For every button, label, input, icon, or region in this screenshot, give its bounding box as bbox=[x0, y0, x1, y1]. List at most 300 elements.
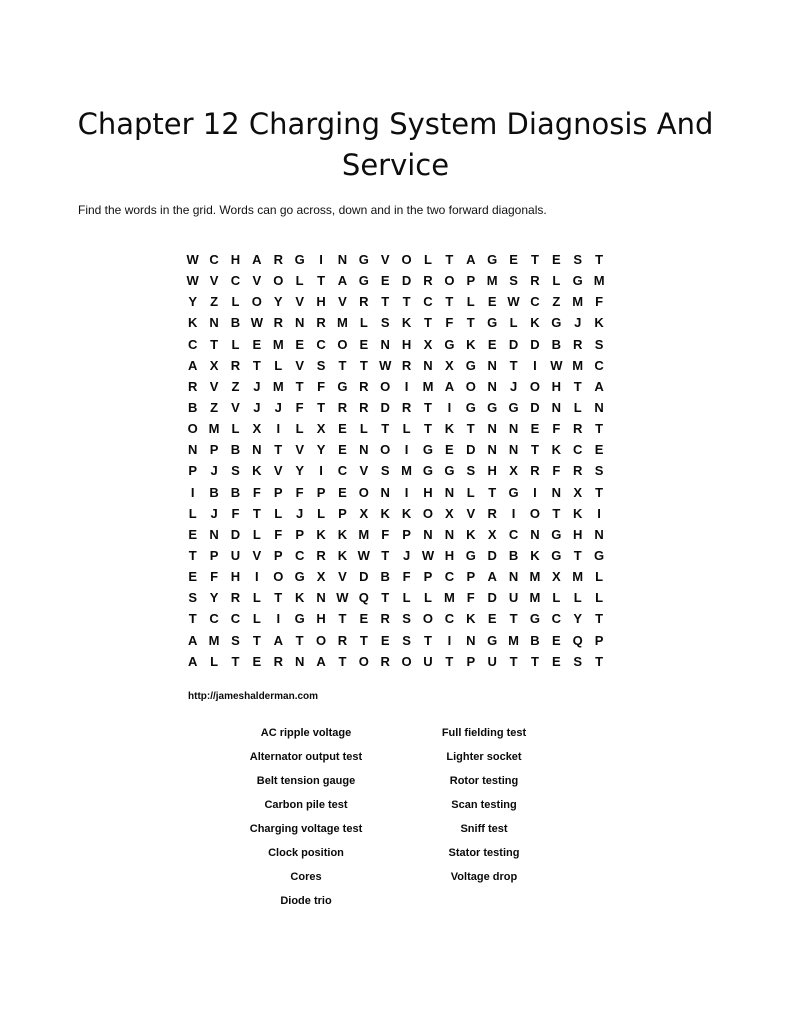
grid-cell: A bbox=[188, 653, 198, 669]
grid-cell: T bbox=[445, 252, 454, 268]
grid-cell: I bbox=[276, 421, 281, 437]
grid-cell: S bbox=[573, 252, 583, 268]
grid-cell: T bbox=[509, 357, 518, 373]
grid-cell: P bbox=[273, 548, 283, 564]
grid-cell: Y bbox=[573, 611, 583, 627]
grid-cell: H bbox=[423, 484, 433, 500]
grid-cell: T bbox=[509, 611, 518, 627]
grid-cell: D bbox=[487, 548, 497, 564]
grid-cell: O bbox=[273, 569, 284, 585]
grid-cell: N bbox=[337, 252, 348, 268]
grid-cell: D bbox=[401, 273, 412, 289]
grid-cell: C bbox=[209, 252, 219, 268]
grid-cell: L bbox=[509, 315, 518, 331]
grid-cell: O bbox=[465, 378, 476, 394]
word-list-item: Sniff test bbox=[460, 823, 508, 835]
grid-cell: G bbox=[294, 252, 305, 268]
grid-cell: J bbox=[210, 463, 218, 479]
grid-cell: A bbox=[337, 273, 348, 289]
grid-cell: T bbox=[488, 484, 497, 500]
grid-cell: G bbox=[422, 463, 434, 479]
grid-cell: E bbox=[188, 569, 198, 585]
grid-cell: U bbox=[487, 653, 497, 669]
grid-cell: L bbox=[188, 505, 197, 521]
grid-cell: T bbox=[338, 611, 347, 627]
grid-cell: G bbox=[594, 548, 605, 564]
grid-cell: C bbox=[209, 611, 219, 627]
grid-cell: N bbox=[380, 336, 390, 352]
grid-cell: M bbox=[272, 378, 284, 394]
grid-cell: R bbox=[273, 252, 283, 268]
grid-cell: L bbox=[402, 421, 411, 437]
grid-cell: M bbox=[401, 463, 413, 479]
grid-cell: B bbox=[188, 400, 198, 416]
grid-cell: R bbox=[530, 463, 540, 479]
grid-cell: P bbox=[402, 526, 411, 542]
grid-cell: M bbox=[508, 632, 519, 648]
grid-cell: M bbox=[272, 336, 284, 352]
grid-cell: S bbox=[380, 315, 390, 331]
grid-cell: X bbox=[445, 505, 454, 521]
grid-cell: V bbox=[252, 273, 262, 289]
grid-cell: G bbox=[487, 252, 498, 268]
grid-cell: T bbox=[381, 590, 390, 606]
grid-cell: S bbox=[594, 463, 604, 479]
page-title-line1: Chapter 12 Charging System Diagnosis And bbox=[77, 107, 714, 141]
grid-cell: U bbox=[230, 548, 241, 564]
grid-cell: I bbox=[190, 484, 195, 500]
grid-cell: B bbox=[530, 632, 540, 648]
grid-cell: P bbox=[466, 273, 476, 289]
grid-cell: A bbox=[444, 378, 455, 394]
grid-cell: T bbox=[530, 252, 539, 268]
grid-cell: D bbox=[380, 400, 390, 416]
grid-cell: C bbox=[508, 526, 519, 542]
grid-cell: D bbox=[530, 400, 540, 416]
grid-cell: I bbox=[533, 357, 537, 373]
grid-cell: E bbox=[445, 442, 454, 458]
grid-cell: F bbox=[552, 421, 561, 437]
word-list-right bbox=[378, 721, 590, 889]
grid-cell: C bbox=[551, 611, 562, 627]
grid-cell: X bbox=[573, 484, 583, 500]
grid-cell: R bbox=[337, 632, 348, 648]
grid-cell: F bbox=[252, 484, 261, 500]
grid-cell: L bbox=[402, 590, 411, 606]
grid-cell: L bbox=[359, 421, 368, 437]
grid-cell: L bbox=[359, 315, 368, 331]
grid-cell: K bbox=[466, 611, 476, 627]
grid-cell: G bbox=[529, 611, 540, 627]
grid-cell: R bbox=[380, 653, 390, 669]
grid-cell: H bbox=[230, 569, 241, 585]
word-list-item: Clock position bbox=[268, 847, 344, 859]
grid-cell: L bbox=[295, 421, 304, 437]
grid-cell: P bbox=[466, 653, 476, 669]
grid-cell: G bbox=[358, 273, 369, 289]
grid-cell: R bbox=[273, 315, 283, 331]
grid-cell: T bbox=[573, 378, 582, 394]
grid-cell: T bbox=[445, 294, 454, 310]
grid-cell: O bbox=[401, 252, 412, 268]
grid-cell: E bbox=[594, 442, 604, 458]
grid-cell: R bbox=[423, 273, 433, 289]
grid-cell: X bbox=[316, 421, 326, 437]
grid-cell: V bbox=[273, 463, 283, 479]
grid-cell: N bbox=[487, 442, 497, 458]
grid-cell: T bbox=[530, 442, 539, 458]
grid-cell: I bbox=[319, 463, 323, 479]
grid-cell: T bbox=[274, 590, 283, 606]
grid-cell: W bbox=[186, 252, 199, 268]
grid-cell: P bbox=[273, 484, 283, 500]
grid-cell: T bbox=[317, 400, 326, 416]
grid-cell: F bbox=[381, 526, 390, 542]
grid-cell: K bbox=[551, 442, 562, 458]
grid-cell: O bbox=[380, 378, 391, 394]
page-title bbox=[0, 104, 791, 186]
word-list-item: Belt tension gauge bbox=[256, 775, 356, 787]
grid-cell: T bbox=[424, 400, 432, 416]
word-list-item: Voltage drop bbox=[450, 871, 518, 883]
grid-cell: N bbox=[487, 421, 497, 437]
grid-cell: O bbox=[315, 632, 327, 648]
grid-cell: G bbox=[444, 463, 455, 479]
grid-cell: P bbox=[188, 463, 198, 479]
grid-cell: Q bbox=[572, 632, 583, 648]
grid-cell: T bbox=[595, 653, 604, 669]
grid-cell: W bbox=[421, 548, 435, 564]
word-list-item: Alternator output test bbox=[249, 751, 363, 763]
grid-cell: E bbox=[359, 336, 369, 352]
grid-cell: M bbox=[572, 569, 584, 585]
grid-cell: C bbox=[230, 273, 241, 289]
grid-cell: N bbox=[508, 569, 519, 585]
grid-cell: B bbox=[230, 484, 241, 500]
grid-cell: N bbox=[294, 653, 305, 669]
grid-cell: C bbox=[444, 611, 455, 627]
grid-cell: S bbox=[573, 653, 583, 669]
grid-cell: N bbox=[188, 442, 198, 458]
word-list-item: Scan testing bbox=[451, 799, 517, 811]
grid-cell: A bbox=[487, 569, 497, 585]
word-list-item: Diode trio bbox=[280, 895, 332, 907]
grid-cell: L bbox=[274, 357, 283, 373]
grid-cell: Z bbox=[210, 294, 219, 310]
grid-cell: S bbox=[466, 463, 476, 479]
grid-cell: G bbox=[572, 273, 583, 289]
grid-cell: O bbox=[251, 294, 262, 310]
grid-cell: L bbox=[274, 505, 283, 521]
grid-cell: T bbox=[295, 632, 304, 648]
grid-cell: L bbox=[252, 611, 261, 627]
grid-cell: B bbox=[230, 315, 241, 331]
grid-cell: P bbox=[594, 632, 604, 648]
grid-cell: T bbox=[295, 378, 304, 394]
grid-cell: V bbox=[380, 252, 390, 268]
grid-cell: I bbox=[533, 484, 537, 500]
grid-cell: F bbox=[552, 463, 561, 479]
grid-cell: P bbox=[466, 569, 476, 585]
grid-cell: E bbox=[338, 421, 347, 437]
grid-cell: N bbox=[594, 400, 604, 416]
grid-cell: S bbox=[188, 590, 198, 606]
grid-cell: J bbox=[402, 548, 411, 564]
grid-cell: G bbox=[358, 252, 369, 268]
grid-cell: A bbox=[273, 632, 283, 648]
grid-cell: B bbox=[209, 484, 219, 500]
grid-cell: O bbox=[529, 505, 540, 521]
grid-cell: N bbox=[316, 590, 326, 606]
grid-cell: C bbox=[573, 442, 583, 458]
grid-cell: F bbox=[402, 569, 411, 585]
grid-cell: C bbox=[594, 357, 604, 373]
grid-cell: V bbox=[338, 569, 347, 585]
grid-cell: M bbox=[337, 315, 348, 331]
grid-cell: R bbox=[230, 357, 241, 373]
grid-cell: H bbox=[551, 378, 562, 394]
grid-cell: K bbox=[337, 526, 348, 542]
grid-cell: G bbox=[465, 357, 476, 373]
grid-cell: V bbox=[252, 548, 262, 564]
grid-cell: S bbox=[402, 611, 411, 627]
grid-cell: F bbox=[295, 400, 304, 416]
grid-cell: M bbox=[208, 632, 220, 648]
grid-cell: K bbox=[444, 421, 455, 437]
grid-cell: E bbox=[338, 484, 347, 500]
grid-cell: D bbox=[487, 590, 497, 606]
grid-cell: I bbox=[276, 611, 281, 627]
grid-cell: J bbox=[210, 505, 218, 521]
grid-cell: L bbox=[573, 590, 582, 606]
grid-cell: T bbox=[595, 611, 604, 627]
grid-cell: P bbox=[316, 484, 326, 500]
word-list-item: Carbon pile test bbox=[264, 799, 348, 811]
grid-cell: E bbox=[188, 526, 198, 542]
grid-cell: J bbox=[253, 400, 261, 416]
grid-cell: R bbox=[573, 336, 583, 352]
grid-cell: S bbox=[231, 632, 240, 648]
grid-cell: G bbox=[551, 315, 562, 331]
grid-cell: T bbox=[530, 653, 539, 669]
grid-cell: T bbox=[359, 632, 368, 648]
grid-cell: R bbox=[401, 400, 412, 416]
grid-cell: T bbox=[381, 294, 390, 310]
grid-cell: T bbox=[595, 484, 604, 500]
grid-cell: T bbox=[338, 653, 347, 669]
grid-cell: E bbox=[252, 653, 262, 669]
grid-cell: T bbox=[231, 653, 240, 669]
grid-cell: H bbox=[444, 548, 455, 564]
grid-cell: H bbox=[316, 611, 326, 627]
grid-cell: E bbox=[552, 653, 561, 669]
grid-cell: C bbox=[444, 569, 455, 585]
grid-cell: E bbox=[552, 632, 561, 648]
grid-cell: R bbox=[230, 590, 241, 606]
grid-cell: A bbox=[188, 632, 198, 648]
grid-cell: X bbox=[445, 357, 454, 373]
grid-cell: D bbox=[466, 442, 476, 458]
grid-cell: N bbox=[423, 357, 433, 373]
grid-cell: I bbox=[319, 252, 323, 268]
grid-cell: O bbox=[422, 611, 434, 627]
grid-cell: J bbox=[574, 315, 582, 331]
grid-cell: G bbox=[508, 484, 519, 500]
grid-cell: X bbox=[487, 526, 497, 542]
grid-cell: F bbox=[466, 590, 475, 606]
grid-cell: M bbox=[443, 590, 455, 606]
grid-cell: B bbox=[380, 569, 390, 585]
grid-cell: D bbox=[508, 336, 519, 352]
grid-cell: N bbox=[594, 526, 604, 542]
grid-cell: G bbox=[465, 548, 476, 564]
grid-cell: C bbox=[294, 548, 305, 564]
grid-cell: O bbox=[273, 273, 284, 289]
grid-cell: P bbox=[338, 505, 347, 521]
grid-cell: K bbox=[294, 590, 305, 606]
grid-cell: L bbox=[573, 400, 582, 416]
grid-cell: M bbox=[422, 378, 434, 394]
grid-cell: G bbox=[508, 400, 519, 416]
grid-cell: K bbox=[401, 315, 412, 331]
grid-cell: W bbox=[379, 357, 392, 373]
grid-cell: T bbox=[466, 315, 475, 331]
grid-cell: O bbox=[187, 421, 198, 437]
grid-cell: N bbox=[487, 357, 497, 373]
grid-cell: F bbox=[445, 315, 454, 331]
grid-cell: V bbox=[295, 294, 304, 310]
grid-cell: G bbox=[551, 526, 562, 542]
grid-cell: S bbox=[380, 463, 390, 479]
grid-cell: M bbox=[208, 421, 220, 437]
grid-cell: L bbox=[466, 484, 475, 500]
grid-cell: A bbox=[252, 252, 262, 268]
grid-cell: E bbox=[487, 336, 497, 352]
grid-cell: U bbox=[508, 590, 519, 606]
grid-cell: W bbox=[336, 590, 349, 606]
grid-cell: X bbox=[552, 569, 561, 585]
grid-cell: H bbox=[401, 336, 412, 352]
grid-cell: T bbox=[552, 505, 561, 521]
grid-cell: X bbox=[209, 357, 219, 373]
grid-cell: R bbox=[316, 548, 326, 564]
grid-cell: O bbox=[337, 336, 348, 352]
grid-cell: N bbox=[508, 442, 519, 458]
grid-cell: T bbox=[381, 421, 390, 437]
grid-cell: E bbox=[295, 336, 304, 352]
grid-cell: K bbox=[401, 505, 412, 521]
grid-cell: L bbox=[317, 505, 326, 521]
grid-cell: N bbox=[466, 632, 476, 648]
grid-cell: E bbox=[380, 632, 390, 648]
grid-cell: D bbox=[230, 526, 241, 542]
grid-cell: N bbox=[209, 315, 219, 331]
grid-cell: D bbox=[530, 336, 540, 352]
grid-cell: B bbox=[508, 548, 519, 564]
grid-cell: T bbox=[188, 548, 197, 564]
grid-cell: K bbox=[380, 505, 390, 521]
grid-cell: V bbox=[466, 505, 476, 521]
grid-cell: G bbox=[294, 569, 305, 585]
grid-cell: L bbox=[466, 294, 475, 310]
grid-cell: I bbox=[597, 505, 601, 521]
grid-cell: T bbox=[274, 442, 283, 458]
grid-cell: K bbox=[466, 336, 476, 352]
grid-cell: T bbox=[338, 357, 347, 373]
grid-cell: M bbox=[358, 526, 370, 542]
grid-cell: R bbox=[316, 315, 326, 331]
grid-cell: R bbox=[359, 294, 369, 310]
grid-cell: H bbox=[573, 526, 583, 542]
grid-cell: N bbox=[444, 526, 455, 542]
grid-cell: K bbox=[530, 548, 540, 564]
grid-cell: C bbox=[337, 463, 348, 479]
grid-cell: E bbox=[487, 294, 497, 310]
grid-cell: E bbox=[487, 611, 497, 627]
grid-cell: N bbox=[551, 484, 562, 500]
grid-cell: R bbox=[573, 421, 583, 437]
grid-cell: A bbox=[188, 357, 198, 373]
grid-cell: K bbox=[337, 548, 348, 564]
grid-cell: M bbox=[529, 569, 541, 585]
grid-cell: V bbox=[231, 400, 240, 416]
grid-cell: N bbox=[380, 484, 390, 500]
grid-cell: I bbox=[404, 484, 409, 500]
grid-cell: J bbox=[274, 400, 282, 416]
grid-cell: K bbox=[594, 315, 604, 331]
grid-cell: V bbox=[209, 378, 219, 394]
grid-cell: R bbox=[573, 463, 583, 479]
grid-cell: R bbox=[337, 400, 348, 416]
grid-cell: U bbox=[423, 653, 433, 669]
grid-cell: L bbox=[231, 421, 240, 437]
grid-cell: K bbox=[252, 463, 262, 479]
grid-cell: E bbox=[530, 421, 540, 437]
grid-cell: N bbox=[551, 400, 562, 416]
grid-cell: N bbox=[487, 378, 497, 394]
grid-cell: G bbox=[487, 315, 498, 331]
grid-cell: T bbox=[595, 252, 604, 268]
grid-cell: E bbox=[380, 273, 390, 289]
grid-cell: H bbox=[230, 252, 241, 268]
grid-cell: V bbox=[209, 273, 219, 289]
grid-cell: P bbox=[295, 526, 304, 542]
grid-cell: G bbox=[294, 611, 305, 627]
grid-cell: T bbox=[210, 336, 219, 352]
grid-cell: F bbox=[231, 505, 240, 521]
grid-cell: K bbox=[573, 505, 583, 521]
grid-cell: D bbox=[359, 569, 369, 585]
grid-cell: L bbox=[252, 526, 261, 542]
word-list-item: Full fielding test bbox=[441, 727, 527, 739]
grid-cell: A bbox=[316, 653, 326, 669]
grid-cell: G bbox=[444, 336, 455, 352]
grid-cell: T bbox=[424, 315, 432, 331]
grid-cell: N bbox=[508, 421, 519, 437]
puzzle-instructions: Find the words in the grid. Words can go across, down and in the two forward diagonals. bbox=[78, 203, 547, 217]
grid-cell: T bbox=[252, 505, 261, 521]
grid-cell: S bbox=[509, 273, 518, 289]
grid-cell: C bbox=[188, 336, 198, 352]
grid-cell: S bbox=[594, 336, 604, 352]
grid-cell: F bbox=[295, 484, 304, 500]
grid-cell: P bbox=[209, 548, 219, 564]
grid-cell: C bbox=[230, 611, 241, 627]
grid-cell: O bbox=[380, 442, 391, 458]
grid-cell: T bbox=[466, 421, 475, 437]
word-list-item: AC ripple voltage bbox=[260, 727, 352, 739]
grid-cell: X bbox=[423, 336, 433, 352]
